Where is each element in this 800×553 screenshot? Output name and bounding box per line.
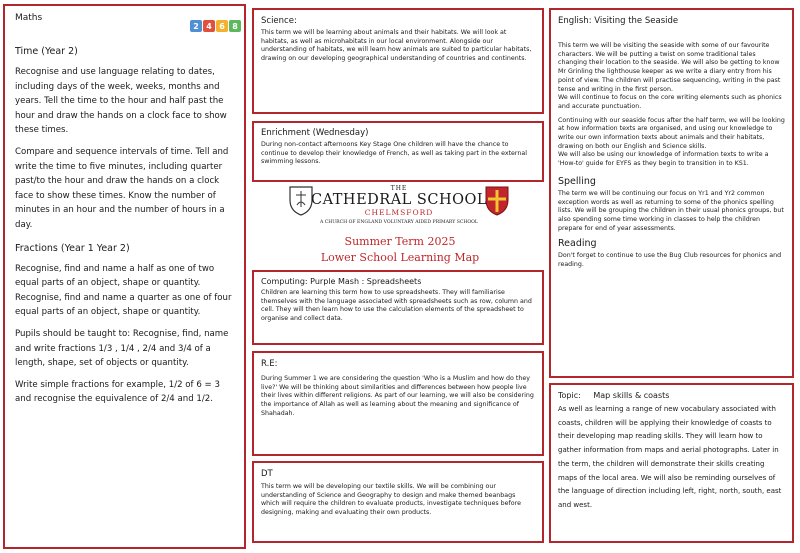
english-panel — [549, 8, 794, 378]
map-title: Lower School Learning Map — [320, 251, 480, 264]
number-tile: 8 — [229, 20, 241, 32]
maths-title: Maths — [15, 13, 43, 23]
school-logo — [282, 185, 516, 237]
time-paragraph-1: Recognise and use language relating to dates, including days of the week, weeks, months and years. Tell the time to the hour and half past the hour and draw the hands on a clock face to show these times. — [15, 67, 227, 136]
time-paragraph-2: Compare and sequence intervals of time. Tell and write the time to five minutes, including quarter past/to the hour and draw the hands on a clock face to show these times. Know the number of minutes in an hour and the number of hours in a day. — [15, 146, 229, 230]
english-paragraph-3: Continuing with our seaside focus after the half term, we will be looking at how information texts are organised, and using our knowledge to write our own information texts about animals and their habitats, drawing on both our English and Science skills. — [558, 116, 785, 150]
school-subtitle: A CHURCH OF ENGLAND VOLUNTARY AIDED PRIMARY SCHOOL — [320, 220, 478, 225]
science-panel — [252, 8, 544, 114]
fractions-paragraph-3: Write simple fractions for example, 1/2 of 6 = 3 and recognise the equivalence of 2/4 and 1/2. — [15, 379, 220, 405]
computing-body: Children are learning this term how to use spreadsheets. They will familiarise themselves with the language associated with spreadsheets such as row, column and cell. They will then learn how to use the calculation elements of the spreadsheet to organise and collect data. — [261, 289, 532, 323]
re-title: R.E: — [261, 359, 278, 369]
topic-panel — [549, 383, 794, 543]
spelling-body: The term we will be continuing our focus on Yr1 and Yr2 common exception words as well as returning to some of the phonics spelling lists. We will be grouping the children in their usual phonics groups, but also spending some time working in classes to help the children prepare for end of year assessments. — [558, 189, 784, 232]
fractions-paragraph-2: Pupils should be taught to: Recognise, find, name and write fractions 1/3 , 1/4 , 2/4 and 3/4 of a length, shape, set of objects or quantity. — [15, 328, 229, 369]
number-tile: 6 — [216, 20, 228, 32]
dt-title: DT — [261, 469, 273, 479]
fractions-heading: Fractions (Year 1 Year 2) — [15, 242, 130, 254]
english-paragraph-1: This term we will be visiting the seaside with some of our favourite characters. We will be putting a twist on some traditional tales changing their location to the seaside. We will also be getting to know Mr Grinling the lighthouse keeper as we write a diary entry from his point of view. The children will practise sequencing, writing in the past tense and writing in the first person. — [558, 42, 781, 93]
number-tile: 2 — [190, 20, 202, 32]
time-heading: Time (Year 2) — [15, 46, 78, 57]
spelling-heading: Spelling — [558, 175, 596, 187]
english-paragraph-2: We will continue to focus on the core writing elements such as phonics and accurate punctuation. — [558, 94, 782, 110]
english-title: English: Visiting the Seaside — [558, 16, 679, 26]
dt-body: This term we will be developing our textile skills. We will be combining our understanding of Science and Geography to design and make themed beanbags which will require the children to evaluate products, investigate techniques before designing, making and evaluating their own products. — [261, 483, 521, 517]
english-paragraph-4: We will also be using our knowledge of information texts to write a 'How-to' guide for EYFS as they begin to transition in to KS1. — [558, 151, 769, 168]
enrichment-body: During non-contact afternoons Key Stage One children will have the chance to continue to develop their knowledge of French, as well as taking part in the external swimming lessons. — [261, 141, 528, 166]
enrichment-panel — [252, 121, 544, 182]
school-name-block — [282, 185, 516, 225]
computing-title: Computing: Purple Mash : Spreadsheets — [261, 277, 422, 286]
dt-panel — [252, 461, 544, 543]
re-panel — [252, 351, 544, 456]
fractions-paragraph-1: Recognise, find and name a half as one of two equal parts of an object, shape or quantity. Recognise, find and name a quarter as one of four equal parts of an object, shape or quantity. — [15, 263, 232, 318]
topic-heading — [558, 391, 785, 400]
school-the: THE — [390, 185, 408, 192]
reading-heading: Reading — [558, 238, 597, 250]
maths-number-art — [190, 20, 241, 32]
computing-panel — [252, 270, 544, 345]
re-body: During Summer 1 we are considering the question 'Who is a Muslim and how do they live?' We will be thinking about similarities and differences between how people live their lives within different religions. As part of our learning, we will also be considering the importance of Allah as well as learning about the meaning and significance of Shahadah. — [261, 375, 534, 417]
maths-panel — [3, 4, 246, 549]
school-name: CATHEDRAL SCHOOL — [310, 192, 487, 208]
science-title: Science: — [261, 16, 297, 26]
topic-label: Topic: — [558, 391, 581, 400]
number-tile: 4 — [203, 20, 215, 32]
school-town: CHELMSFORD — [364, 208, 434, 217]
science-body: This term we will be learning about animals and their habitats. We will look at habitats, as well as microhabitats in our local environment. Alongside our understanding of habitats, we will learn how animals are suited to particular habitats, drawing on our developing geographical understanding of countries and continents. — [261, 29, 532, 63]
topic-body: As well as learning a range of new vocabulary associated with coasts, children will be applying their knowledge of coasts to their developing map reading skills. They will learn how to gather information from maps and aerial photographs. Later in the term, the children will demonstrate their skills creating maps of the local area. We will also be reminding ourselves of the language of direction including left, right, north, south, east and west. — [558, 405, 782, 509]
reading-body: Don't forget to continue to use the Bug Club resources for phonics and reading. — [558, 252, 782, 269]
topic-title: Map skills & coasts — [593, 391, 670, 400]
term-title: Summer Term 2025 — [344, 235, 456, 248]
enrichment-title: Enrichment (Wednesday) — [261, 128, 369, 138]
